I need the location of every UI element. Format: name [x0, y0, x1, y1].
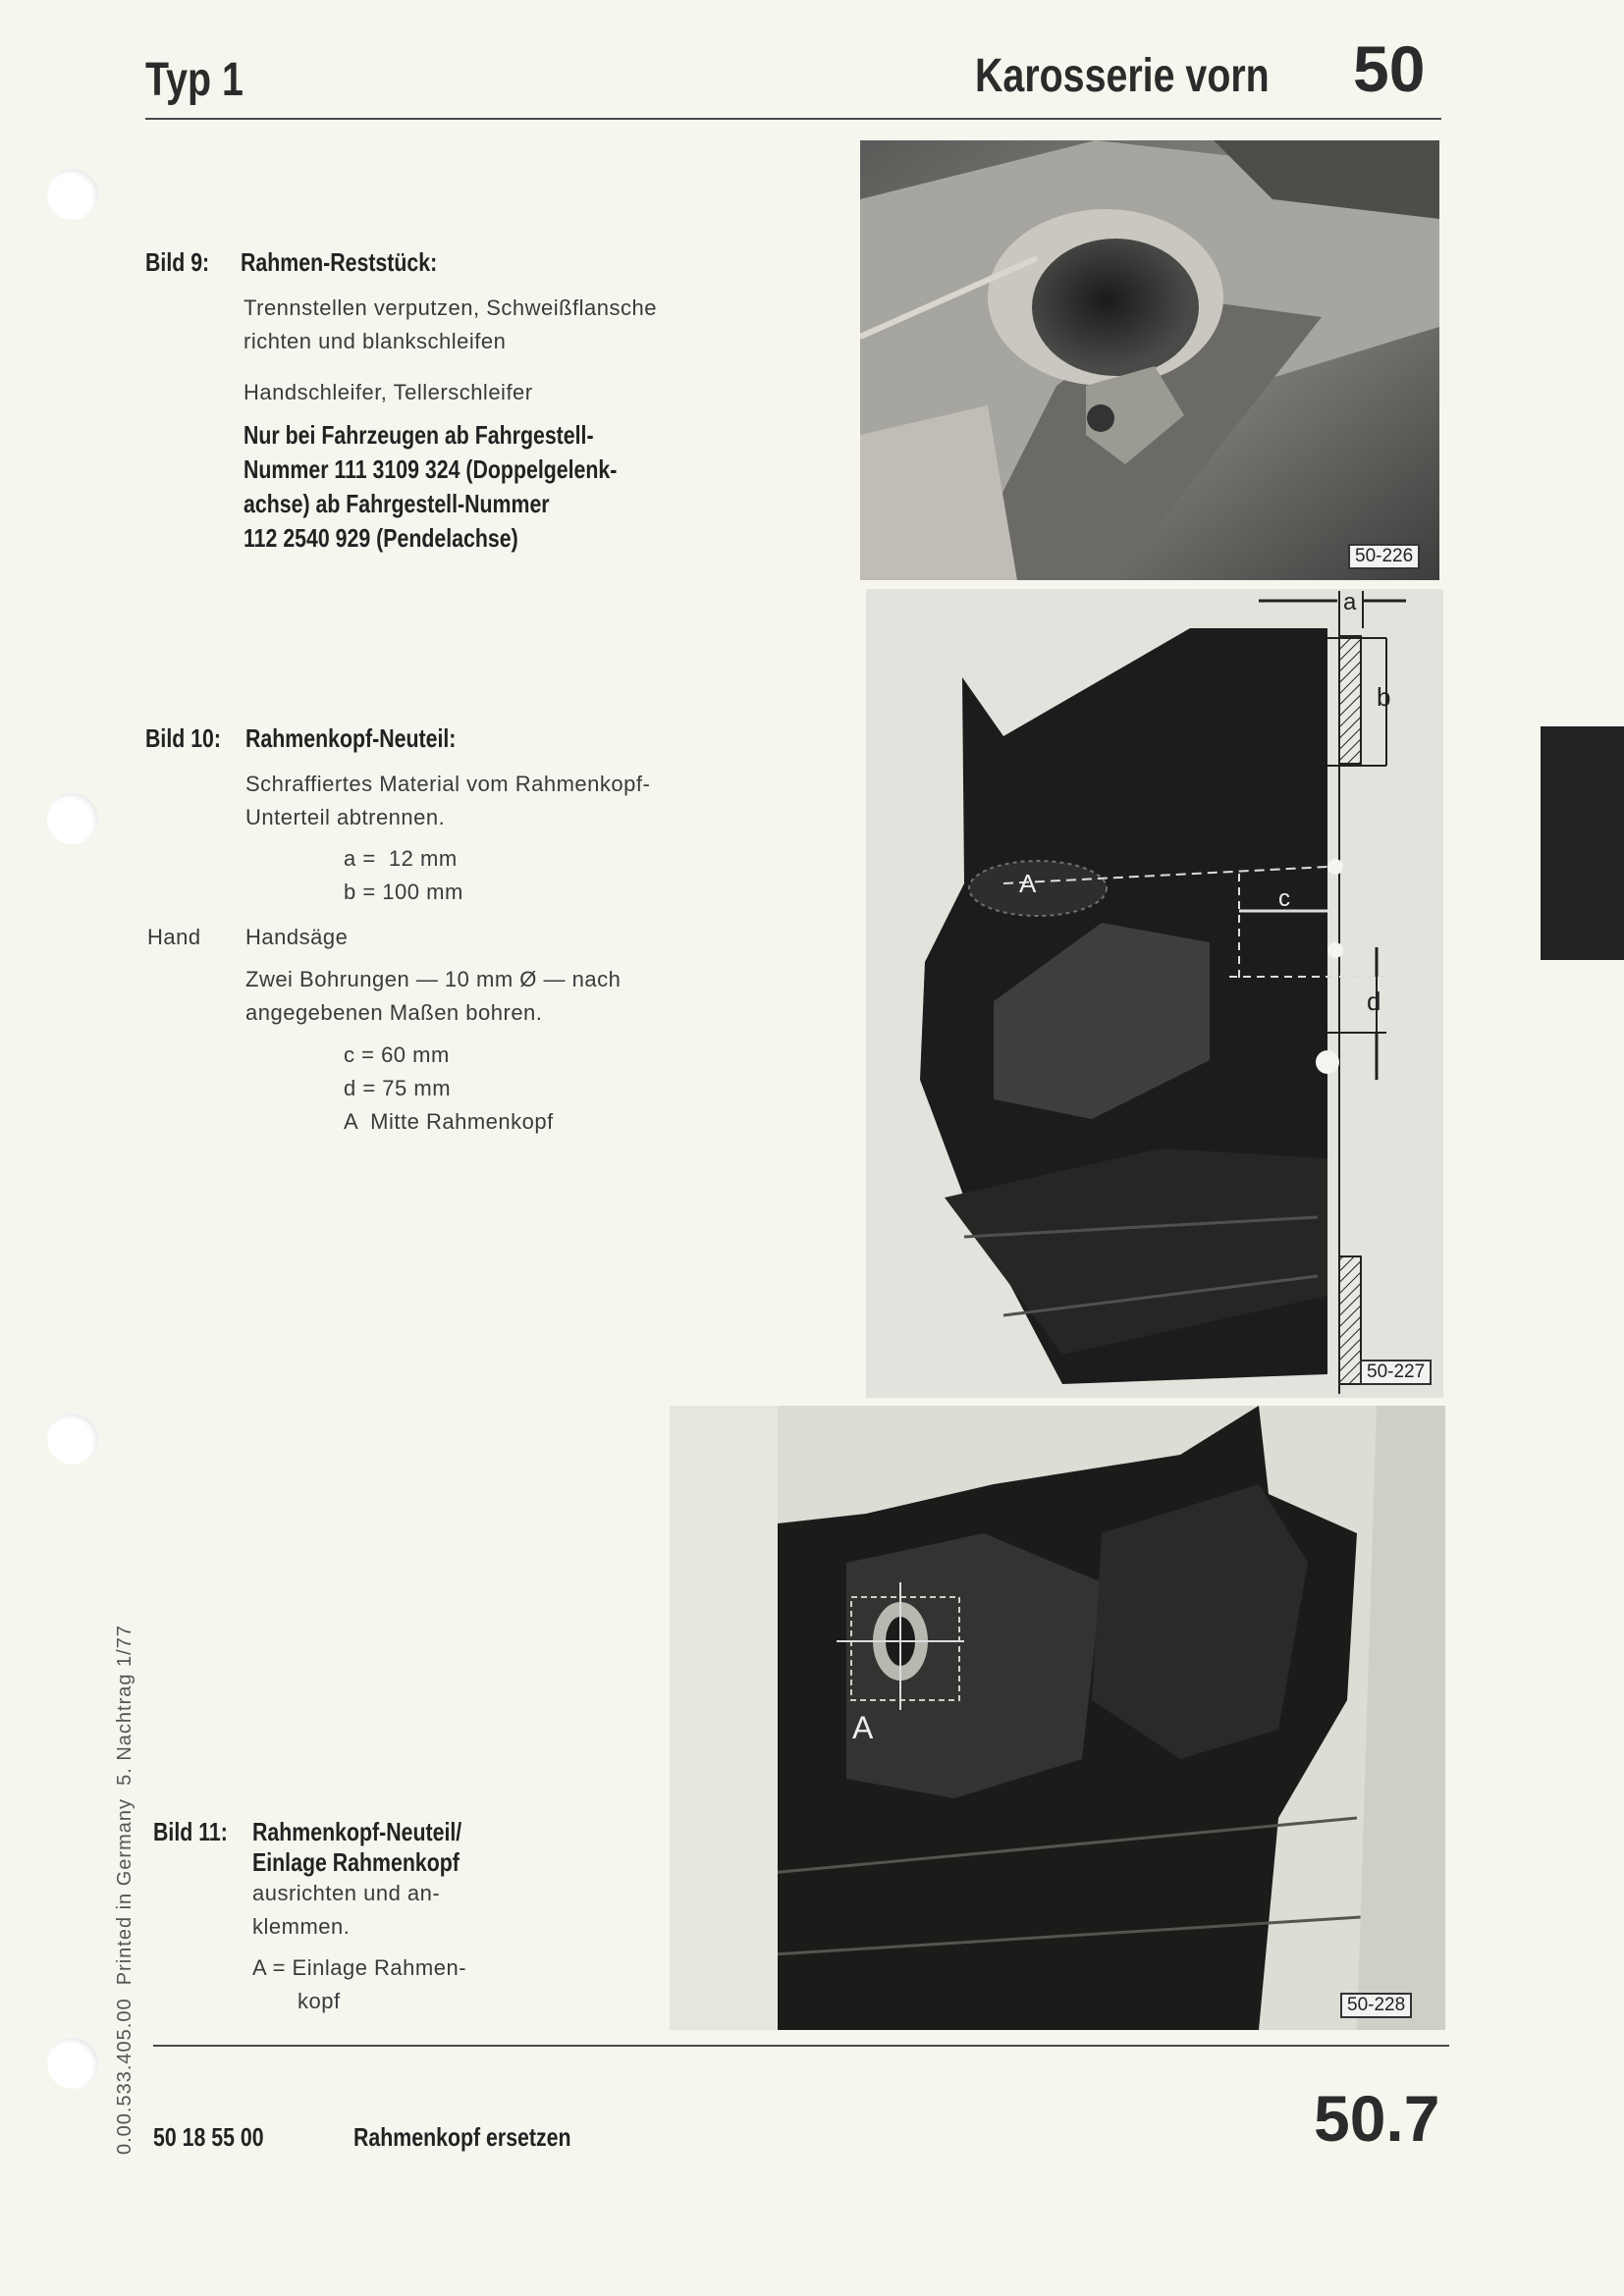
bild10-text-2: Unterteil abtrennen.	[245, 805, 446, 829]
bild10-label: Bild 10:	[145, 723, 222, 753]
punch-hole-4	[47, 2038, 98, 2089]
photo-frame-head-new-part	[866, 589, 1443, 1398]
page-number: 50.7	[1314, 2082, 1440, 2155]
figure-number-2: 50-227	[1360, 1360, 1432, 1385]
footer-code: 50 18 55 00	[153, 2122, 264, 2152]
bild11-title-2: Einlage Rahmenkopf	[252, 1847, 460, 1877]
bild11-text-2: klemmen.	[252, 1914, 351, 1939]
punch-hole-1	[47, 169, 98, 220]
bild10-a: a = 12 mm	[344, 846, 458, 871]
punch-hole-2	[47, 793, 98, 844]
bild11-A-2: kopf	[298, 1989, 341, 2013]
punch-hole-3	[47, 1414, 98, 1465]
header-left-title: Typ 1	[145, 54, 244, 106]
bild9-title: Rahmen-Reststück:	[241, 247, 438, 277]
bild10-A: A Mitte Rahmenkopf	[344, 1109, 554, 1134]
bild9-label: Bild 9:	[145, 247, 210, 277]
photo-frame-remnant	[860, 140, 1439, 580]
bild11-A-1: A = Einlage Rahmen-	[252, 1955, 467, 1980]
diagram-label-b: b	[1377, 682, 1391, 712]
bild9-note: Nur bei Fahrzeugen ab Fahrgestell- Nummer 111 3109 324 (Doppelgelenk- achse) ab Fahrgestell-Nummer 112 2540 929 (Pendelachse)	[244, 420, 618, 553]
diagram-label-a: a	[1343, 589, 1357, 615]
bild11-title-1: Rahmenkopf-Neuteil/	[252, 1817, 462, 1846]
side-print-line: 0.00.533.405.00 Printed in Germany 5. Nachtrag 1/77	[114, 1625, 135, 2155]
diagram-label-A: A	[1019, 869, 1037, 898]
footer-rule	[153, 2045, 1449, 2047]
header-rule	[145, 118, 1441, 120]
bild10-b: b = 100 mm	[344, 880, 463, 904]
bild9-text-1: Trennstellen verputzen, Schweißflansche	[244, 295, 657, 320]
bild9-tools: Handschleifer, Tellerschleifer	[244, 380, 533, 404]
bild9-text-2: richten und blankschleifen	[244, 329, 507, 353]
footer-title: Rahmenkopf ersetzen	[353, 2122, 571, 2152]
diagram-label-d: d	[1367, 987, 1381, 1016]
photo-frame-head-with-insert	[670, 1406, 1445, 2030]
bild10-tool: Handsäge	[245, 925, 349, 949]
bild10-text-1: Schraffiertes Material vom Rahmenkopf-	[245, 772, 651, 796]
bild11-label: Bild 11:	[153, 1817, 228, 1846]
bild11-text-1: ausrichten und an-	[252, 1881, 441, 1905]
figure-number-3: 50-228	[1340, 1993, 1412, 2018]
section-number: 50	[1353, 32, 1426, 105]
bild10-hand-label: Hand	[147, 925, 201, 949]
diagram-label-c: c	[1278, 885, 1290, 912]
section-tab-marker	[1541, 726, 1624, 960]
bild10-drill-2: angegebenen Maßen bohren.	[245, 1000, 543, 1025]
bild10-c: c = 60 mm	[344, 1042, 450, 1067]
bild10-drill-1: Zwei Bohrungen — 10 mm Ø — nach	[245, 967, 622, 991]
bild10-title: Rahmenkopf-Neuteil:	[245, 723, 457, 753]
bild10-d: d = 75 mm	[344, 1076, 452, 1100]
photo3-label-A: A	[852, 1710, 874, 1745]
header-right-title: Karosserie vorn	[975, 50, 1270, 102]
figure-number-1: 50-226	[1348, 544, 1420, 569]
